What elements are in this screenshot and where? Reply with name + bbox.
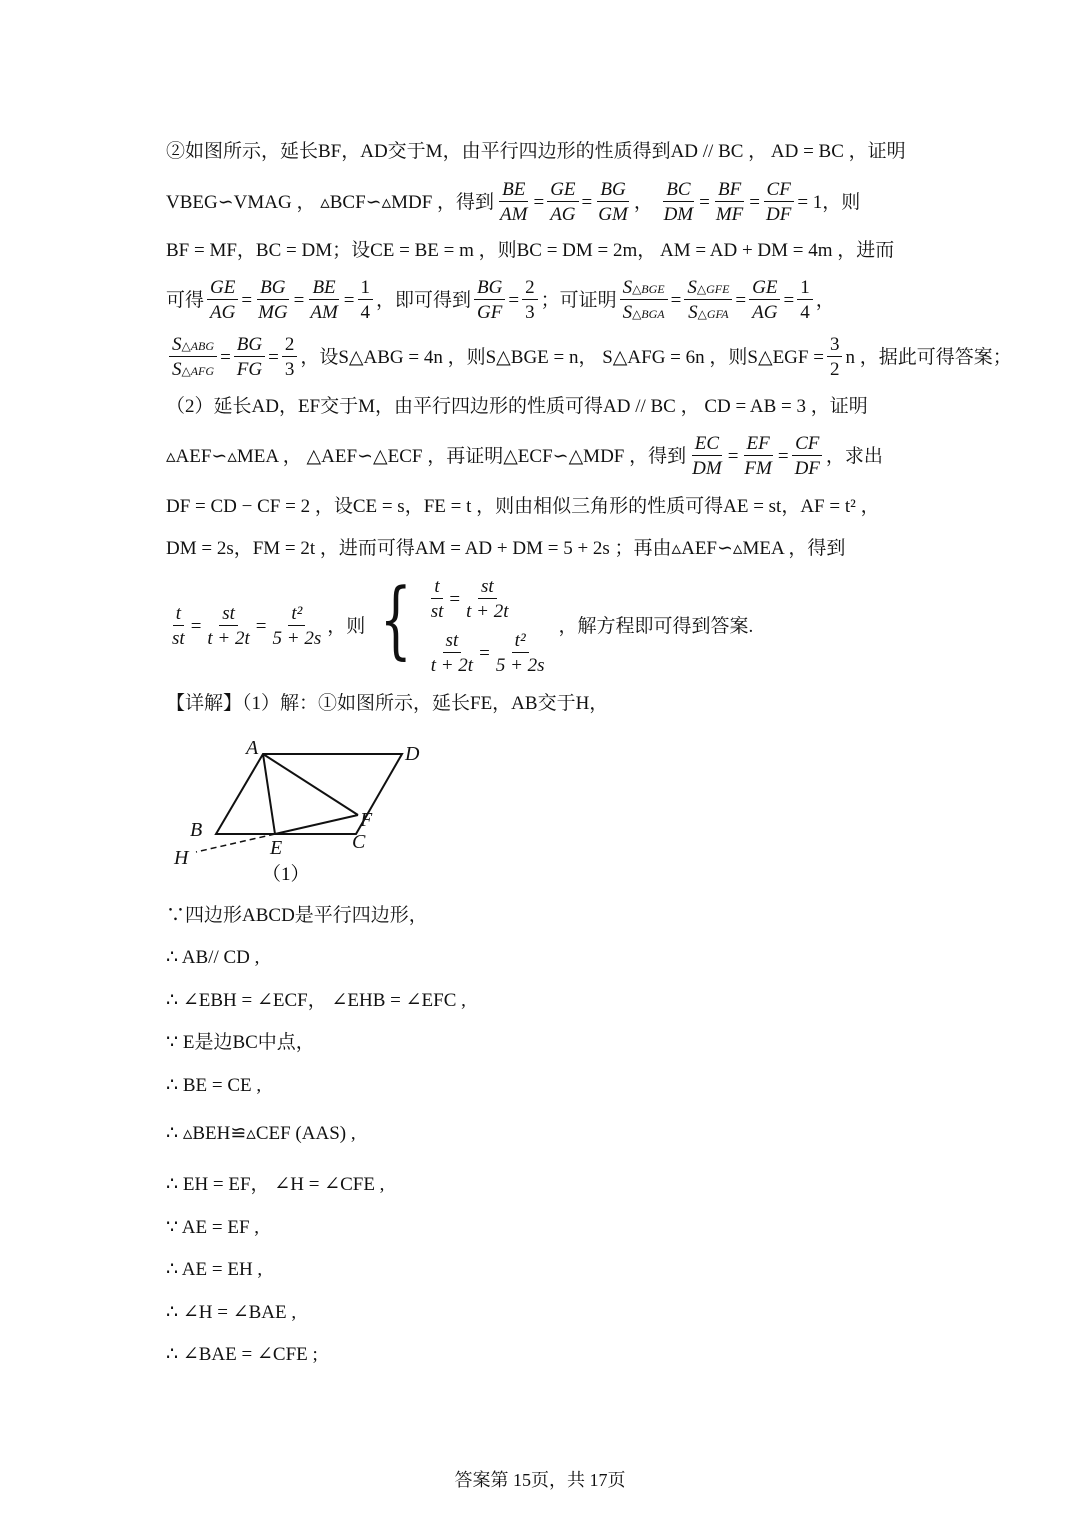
parallelogram-abcd [216, 754, 402, 834]
fraction: $\frac{t}{st}$ [430, 576, 444, 622]
fraction: $\frac{EC}{DM}$ [692, 433, 722, 479]
line-4-text-c: ；可证明 [540, 289, 617, 311]
proof-text: ∴ EH = EF， ∠H = ∠CFE , [166, 1174, 385, 1195]
fraction: $\frac{GE}{AG}$ [749, 278, 780, 322]
parallelogram-figure [160, 730, 450, 890]
text-line-2: VBEG∽VMAG ， ▵BCF∽▵MDF ，得到 $\frac{BE}{AM}$ = $\frac{GE}{AG}$ = $\frac{BG}{GM}$ ， $\frac{BC}{DM}$ = $\frac{BF}{MF}$ = $\frac{CF}{DF}$ = 1，则 [166, 179, 861, 225]
fraction: $\frac{BG}{MG}$ [258, 277, 288, 323]
fraction: $\frac{1}{4}$ [797, 278, 813, 322]
fraction: $\frac{st}{t + 2t}$ [466, 576, 509, 622]
text-line-9 [166, 539, 845, 558]
text-line-1 [166, 142, 906, 161]
proof-line-3 [166, 991, 466, 1010]
line-3-text: BF = MF，BC = DM；设CE = BE = m ，则BC = DM = 2m， AM = AD + DM = 4m ，进而 [166, 240, 895, 261]
fraction: $\frac{st}{t + 2t}$ [430, 630, 474, 676]
proof-line-7 [166, 1175, 384, 1194]
text-line-8 [166, 497, 880, 516]
fraction: $\frac{BE}{AM}$ [500, 179, 528, 225]
proof-text: ∵ E是边BC中点， [166, 1032, 315, 1053]
figure-caption: （1） [262, 864, 310, 885]
proof-line-2 [166, 948, 259, 967]
text-line-11 [166, 694, 608, 713]
line-4-text-b: ，即可得到 [376, 289, 472, 311]
text-line-3 [166, 241, 894, 260]
fraction: $\frac{BG}{GM}$ [598, 179, 628, 225]
proof-text: ∴ AB// CD , [166, 947, 260, 968]
fraction: $\frac{EF}{FM}$ [744, 433, 772, 479]
line-10-text-b: ，解方程即可得到答案. [558, 615, 754, 637]
line-1-text: ②如图所示，延长BF，AD交于M，由平行四边形的性质得到AD // BC ， AD = BC ，证明 [166, 141, 906, 162]
line-5-text-b: n ，据此可得答案； [845, 346, 1012, 368]
proof-line-1 [166, 906, 428, 925]
fraction: $\frac{CF}{DF}$ [792, 434, 823, 478]
proof-text: ∴ ▵BEH≌▵CEF (AAS) , [166, 1123, 356, 1144]
fraction: $\frac{t}{st}$ [172, 603, 185, 649]
proof-line-11 [166, 1345, 318, 1364]
proof-text: ∴ ∠EBH = ∠ECF， ∠EHB = ∠EFC , [166, 990, 466, 1011]
fraction: $\frac{\text{t²}}{5 + 2s}$ [495, 630, 545, 676]
label-e: E [270, 837, 283, 859]
proof-line-10 [166, 1303, 296, 1322]
proof-text: ∵四边形ABCD是平行四边形， [166, 905, 428, 926]
label-a: A [246, 737, 259, 759]
area-fraction: $\frac{\text{S△GFE}}{\text{S△GFA}}$ [684, 278, 732, 322]
label-f: F [360, 809, 373, 831]
line-5-text-a: ，设S△ABG = 4n ，则S△BGE = n， S△AFG = 6n ，则S△EGF = [300, 346, 824, 368]
label-c: C [352, 831, 366, 853]
fraction: $\frac{BF}{MF}$ [715, 179, 744, 225]
line-6-text: （2）延长AD，EF交于M，由平行四边形的性质可得AD // BC ， CD = AB = 3 ，证明 [166, 396, 868, 417]
area-fraction: $\frac{\text{S△BGE}}{\text{S△BGA}}$ [620, 278, 668, 322]
text-line-10: $\frac{t}{st}$ = $\frac{st}{t + 2t}$ = $\frac{\text{t²}}{5 + 2s}$ ，则 { $\frac{t}{st}$ = $\frac{st}{t + 2t}$ $\frac{st}{t + 2t}$ = $\frac{\text{t²}}{5 + 2s}$ ，解方程即可得到答案. [166, 574, 753, 678]
fraction: $\frac{GE}{AG}$ [207, 278, 238, 322]
text-line-7: ▵AEF∽▵MEA ， △AEF∽△ECF ，再证明△ECF∽△MDF ，得到 $\frac{EC}{DM}$ = $\frac{EF}{FM}$ = $\frac{CF}{DF}$ ，求出 [166, 433, 883, 479]
segment-ef [275, 815, 358, 834]
fraction: $\frac{GE}{AG}$ [547, 180, 578, 224]
segment-af [263, 754, 358, 815]
fraction: $\frac{BE}{AM}$ [310, 277, 338, 323]
fraction: $\frac{CF}{DF}$ [763, 180, 794, 224]
proof-line-8 [166, 1218, 259, 1237]
proof-text: ∴ ∠H = ∠BAE , [166, 1302, 297, 1323]
label-h: H [174, 847, 189, 869]
line-8-text: DF = CD − CF = 2 ，设CE = s，FE = t ，则由相似三角形的性质可得AE = st，AF = t² ， [166, 496, 880, 517]
left-brace: { [379, 570, 413, 668]
fraction: $\frac{2}{3}$ [282, 335, 298, 379]
line-10-text-a: ，则 [327, 615, 366, 637]
proof-line-5 [166, 1076, 261, 1095]
line-4-text-a: 可得 [166, 289, 205, 311]
proof-text: ∴ AE = EH , [166, 1259, 263, 1280]
label-b: B [190, 819, 203, 841]
label-d: D [405, 743, 420, 765]
fraction: $\frac{BG}{FG}$ [234, 335, 265, 379]
equation-system: { $\frac{t}{st}$ = $\frac{st}{t + 2t}$ $\frac{st}{t + 2t}$ = $\frac{\text{t²}}{5 + 2s}$ [369, 577, 550, 675]
fraction: $\frac{BC}{DM}$ [663, 179, 694, 225]
fraction: $\frac{\text{t²}}{5 + 2s}$ [272, 603, 322, 649]
line-2-text-b: = 1，则 [797, 191, 861, 213]
text-line-6 [166, 397, 868, 416]
proof-line-4 [166, 1033, 315, 1052]
proof-line-9 [166, 1260, 262, 1279]
line-11-text: 【详解】（1）解：①如图所示，延长FE，AB交于H， [166, 693, 609, 714]
line-9-text: DM = 2s，FM = 2t ，进而可得AM = AD + DM = 5 + 2s ；再由▵AEF∽▵MEA ，得到 [166, 538, 846, 559]
proof-text: ∴ ∠BAE = ∠CFE ; [166, 1344, 318, 1365]
page-footer: 答案第 15页，共 17页 [454, 1470, 626, 1490]
proof-line-6 [166, 1124, 356, 1143]
segment-eh-dashed [196, 834, 275, 852]
fraction: $\frac{3}{2}$ [827, 335, 843, 379]
fraction: $\frac{st}{t + 2t}$ [207, 603, 250, 649]
area-fraction: $\frac{\text{S△ABG}}{\text{S△AFG}}$ [169, 335, 217, 379]
fraction: $\frac{1}{4}$ [358, 278, 374, 322]
line-7-text-a: ▵AEF∽▵MEA ， △AEF∽△ECF ，再证明△ECF∽△MDF ，得到 [166, 445, 687, 467]
fraction: $\frac{BG}{GF}$ [474, 278, 505, 322]
fraction: $\frac{2}{3}$ [522, 278, 538, 322]
line-7-text-b: ，求出 [825, 445, 883, 467]
segment-ae [263, 754, 275, 834]
text-line-5: $\frac{\text{S△ABG}}{\text{S△AFG}}$ = $\frac{BG}{FG}$ = $\frac{2}{3}$ ，设S△ABG = 4n ，则S△BGE = n， S△AFG = 6n ，则S△EGF = $\frac{3}{2}$ n ，据此可得答案； [166, 332, 1012, 382]
text-line-4: 可得 $\frac{GE}{AG}$ = $\frac{BG}{MG}$ = $\frac{BE}{AM}$ = $\frac{1}{4}$ ，即可得到 $\frac{BG}{GF}$ = $\frac{2}{3}$ ；可证明 $\frac{\text{S△BGE}}{\text{S△BGA}}$ = $\frac{\text{S△GFE}}{\text{S△GFA}}$ = $\frac{GE}{AG}$ = $\frac{1}{4}$ ， [166, 277, 835, 323]
proof-text: ∴ BE = CE , [166, 1075, 262, 1096]
proof-text: ∵ AE = EF , [166, 1217, 260, 1238]
line-2-text-a: VBEG∽VMAG ， ▵BCF∽▵MDF ，得到 [166, 191, 495, 213]
